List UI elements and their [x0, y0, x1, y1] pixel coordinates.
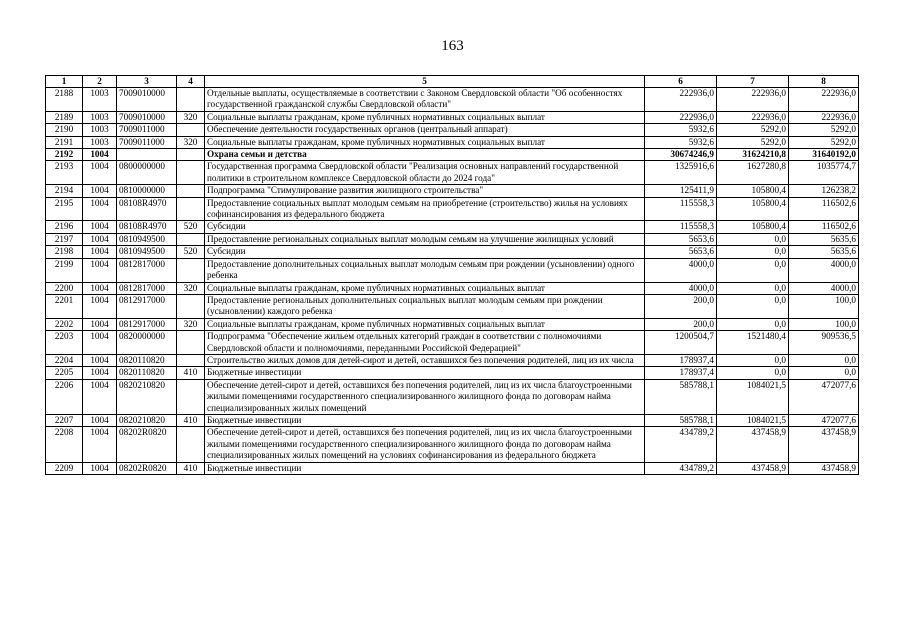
- expense-type-cell: [177, 149, 205, 161]
- target-article-cell: 0810949500: [117, 246, 177, 258]
- amount-2024-cell: 1035774,7: [789, 161, 859, 185]
- target-article-cell: 0820210820: [117, 414, 177, 426]
- target-article-cell: 0820210820: [117, 379, 177, 414]
- amount-2024-cell: 4000,0: [789, 258, 859, 282]
- row-number-cell: 2203: [46, 331, 83, 355]
- amount-2024-cell: 437458,9: [789, 427, 859, 462]
- amount-2024-cell: 222936,0: [789, 88, 859, 112]
- target-article-cell: 08202R0820: [117, 427, 177, 462]
- target-article-cell: 7009010000: [117, 88, 177, 112]
- amount-2024-cell: 472077,6: [789, 379, 859, 414]
- amount-2022-cell: 178937,4: [645, 354, 717, 366]
- target-article-cell: 08108R4970: [117, 197, 177, 221]
- table-row: [46, 185, 859, 197]
- row-number-cell: 2198: [46, 246, 83, 258]
- row-number-cell: 2200: [46, 282, 83, 294]
- description-cell: Бюджетные инвестиции: [205, 367, 645, 379]
- column-header: 7: [717, 76, 789, 88]
- expense-type-cell: 320: [177, 318, 205, 330]
- row-number-cell: 2202: [46, 318, 83, 330]
- amount-2023-cell: 5292,0: [717, 124, 789, 136]
- table-row: [46, 379, 859, 414]
- table-row: [46, 246, 859, 258]
- budget-table: [45, 75, 859, 475]
- section-code-cell: 1004: [83, 258, 117, 282]
- row-number-cell: 2206: [46, 379, 83, 414]
- amount-2024-cell: 5292,0: [789, 124, 859, 136]
- section-code-cell: 1003: [83, 136, 117, 148]
- amount-2022-cell: 5932,6: [645, 124, 717, 136]
- section-code-cell: 1003: [83, 88, 117, 112]
- amount-2022-cell: 115558,3: [645, 221, 717, 233]
- row-number-cell: 2190: [46, 124, 83, 136]
- table-row: [46, 258, 859, 282]
- amount-2024-cell: 437458,9: [789, 462, 859, 474]
- section-code-cell: 1004: [83, 294, 117, 318]
- target-article-cell: 08202R0820: [117, 462, 177, 474]
- expense-type-cell: [177, 294, 205, 318]
- table-row: [46, 149, 859, 161]
- description-cell: Социальные выплаты гражданам, кроме публичных нормативных социальных выплат: [205, 136, 645, 148]
- expense-type-cell: 520: [177, 246, 205, 258]
- target-article-cell: 7009011000: [117, 136, 177, 148]
- amount-2024-cell: 116502,6: [789, 221, 859, 233]
- amount-2023-cell: 222936,0: [717, 88, 789, 112]
- target-article-cell: 0810949500: [117, 233, 177, 245]
- amount-2023-cell: 5292,0: [717, 136, 789, 148]
- amount-2024-cell: 0,0: [789, 354, 859, 366]
- target-article-cell: 0820000000: [117, 331, 177, 355]
- column-header: 4: [177, 76, 205, 88]
- amount-2022-cell: 5932,6: [645, 136, 717, 148]
- amount-2022-cell: 222936,0: [645, 88, 717, 112]
- table-row: [46, 282, 859, 294]
- section-code-cell: 1004: [83, 161, 117, 185]
- amount-2023-cell: 1521480,4: [717, 331, 789, 355]
- description-cell: Предоставление социальных выплат молодым семьям на приобретение (строительство) жилья на условиях софинансирования из федерального бюджета: [205, 197, 645, 221]
- amount-2023-cell: 0,0: [717, 318, 789, 330]
- amount-2022-cell: 200,0: [645, 294, 717, 318]
- row-number-cell: 2207: [46, 414, 83, 426]
- section-code-cell: 1004: [83, 185, 117, 197]
- expense-type-cell: 320: [177, 111, 205, 123]
- amount-2022-cell: 5653,6: [645, 233, 717, 245]
- description-cell: Бюджетные инвестиции: [205, 414, 645, 426]
- expense-type-cell: [177, 197, 205, 221]
- amount-2022-cell: 200,0: [645, 318, 717, 330]
- expense-type-cell: 320: [177, 136, 205, 148]
- section-code-cell: 1004: [83, 354, 117, 366]
- amount-2023-cell: 0,0: [717, 282, 789, 294]
- table-row: [46, 462, 859, 474]
- amount-2023-cell: 0,0: [717, 367, 789, 379]
- amount-2022-cell: 5653,6: [645, 246, 717, 258]
- table-row: [46, 354, 859, 366]
- row-number-cell: 2204: [46, 354, 83, 366]
- expense-type-cell: 520: [177, 221, 205, 233]
- target-article-cell: 0812917000: [117, 318, 177, 330]
- target-article-cell: 7009010000: [117, 111, 177, 123]
- row-number-cell: 2205: [46, 367, 83, 379]
- amount-2023-cell: 222936,0: [717, 111, 789, 123]
- description-cell: Социальные выплаты гражданам, кроме публичных нормативных социальных выплат: [205, 318, 645, 330]
- amount-2024-cell: 0,0: [789, 367, 859, 379]
- amount-2024-cell: 126238,2: [789, 185, 859, 197]
- column-header: 1: [46, 76, 83, 88]
- description-cell: Предоставление региональных социальных выплат молодым семьям на улучшение жилищных условий: [205, 233, 645, 245]
- table-row: [46, 331, 859, 355]
- target-article-cell: [117, 149, 177, 161]
- expense-type-cell: [177, 88, 205, 112]
- amount-2022-cell: 30674246,9: [645, 149, 717, 161]
- section-code-cell: 1004: [83, 318, 117, 330]
- section-code-cell: 1004: [83, 282, 117, 294]
- table-row: [46, 161, 859, 185]
- amount-2024-cell: 222936,0: [789, 111, 859, 123]
- amount-2023-cell: 0,0: [717, 233, 789, 245]
- amount-2023-cell: 437458,9: [717, 427, 789, 462]
- description-cell: Субсидии: [205, 221, 645, 233]
- row-number-cell: 2209: [46, 462, 83, 474]
- amount-2022-cell: 125411,9: [645, 185, 717, 197]
- expense-type-cell: [177, 124, 205, 136]
- section-code-cell: 1004: [83, 379, 117, 414]
- amount-2024-cell: 472077,6: [789, 414, 859, 426]
- column-header: 6: [645, 76, 717, 88]
- amount-2022-cell: 4000,0: [645, 282, 717, 294]
- section-code-cell: 1004: [83, 149, 117, 161]
- amount-2022-cell: 1325916,6: [645, 161, 717, 185]
- expense-type-cell: 410: [177, 462, 205, 474]
- amount-2024-cell: 100,0: [789, 294, 859, 318]
- table-row: [46, 221, 859, 233]
- table-row: [46, 427, 859, 462]
- row-number-cell: 2196: [46, 221, 83, 233]
- section-code-cell: 1004: [83, 331, 117, 355]
- table-header-row: [46, 76, 859, 88]
- amount-2023-cell: 105800,4: [717, 185, 789, 197]
- amount-2022-cell: 178937,4: [645, 367, 717, 379]
- amount-2023-cell: 105800,4: [717, 197, 789, 221]
- amount-2023-cell: 1084021,5: [717, 379, 789, 414]
- description-cell: Обеспечение детей-сирот и детей, оставшихся без попечения родителей, лиц из их числа благоустроенными жилыми помещениями государственного специализированного жилищного фонда по договорам найма специализированных жилых помещений на условиях софинансирования из федерального бюджета: [205, 427, 645, 462]
- amount-2022-cell: 1200504,7: [645, 331, 717, 355]
- amount-2024-cell: 31640192,0: [789, 149, 859, 161]
- expense-type-cell: [177, 161, 205, 185]
- row-number-cell: 2199: [46, 258, 83, 282]
- amount-2024-cell: 116502,6: [789, 197, 859, 221]
- target-article-cell: 0810000000: [117, 185, 177, 197]
- section-code-cell: 1004: [83, 197, 117, 221]
- table-row: [46, 88, 859, 112]
- table-body: [46, 88, 859, 475]
- target-article-cell: 0800000000: [117, 161, 177, 185]
- section-code-cell: 1004: [83, 367, 117, 379]
- amount-2023-cell: 0,0: [717, 258, 789, 282]
- description-cell: Строительство жилых домов для детей-сирот и детей, оставшихся без попечения родителей, лиц из их числа: [205, 354, 645, 366]
- expense-type-cell: [177, 354, 205, 366]
- table-row: [46, 414, 859, 426]
- section-code-cell: 1004: [83, 233, 117, 245]
- expense-type-cell: [177, 258, 205, 282]
- row-number-cell: 2189: [46, 111, 83, 123]
- target-article-cell: 0812817000: [117, 282, 177, 294]
- description-cell: Предоставление дополнительных социальных выплат молодым семьям при рождении (усыновлении) одного ребенка: [205, 258, 645, 282]
- section-code-cell: 1004: [83, 246, 117, 258]
- amount-2022-cell: 434789,2: [645, 462, 717, 474]
- column-header: 8: [789, 76, 859, 88]
- expense-type-cell: 410: [177, 367, 205, 379]
- row-number-cell: 2192: [46, 149, 83, 161]
- row-number-cell: 2201: [46, 294, 83, 318]
- table-row: [46, 111, 859, 123]
- description-cell: Обеспечение деятельности государственных органов (центральный аппарат): [205, 124, 645, 136]
- target-article-cell: 08108R4970: [117, 221, 177, 233]
- table-row: [46, 233, 859, 245]
- target-article-cell: 0820110820: [117, 354, 177, 366]
- column-header: 5: [205, 76, 645, 88]
- description-cell: Подпрограмма "Стимулирование развития жилищного строительства": [205, 185, 645, 197]
- column-header: 2: [83, 76, 117, 88]
- description-cell: Бюджетные инвестиции: [205, 462, 645, 474]
- expense-type-cell: [177, 427, 205, 462]
- amount-2023-cell: 1084021,5: [717, 414, 789, 426]
- row-number-cell: 2208: [46, 427, 83, 462]
- amount-2023-cell: 437458,9: [717, 462, 789, 474]
- amount-2023-cell: 0,0: [717, 294, 789, 318]
- amount-2024-cell: 5292,0: [789, 136, 859, 148]
- description-cell: Государственная программа Свердловской области "Реализация основных направлений государственной политики в строительном комплексе Свердловской области до 2024 года": [205, 161, 645, 185]
- page-number: 163: [441, 38, 464, 54]
- row-number-cell: 2193: [46, 161, 83, 185]
- target-article-cell: 0812817000: [117, 258, 177, 282]
- expense-type-cell: [177, 331, 205, 355]
- column-header: 3: [117, 76, 177, 88]
- amount-2022-cell: 222936,0: [645, 111, 717, 123]
- row-number-cell: 2197: [46, 233, 83, 245]
- row-number-cell: 2188: [46, 88, 83, 112]
- table-row: [46, 197, 859, 221]
- amount-2024-cell: 5635,6: [789, 233, 859, 245]
- description-cell: Предоставление региональных дополнительных социальных выплат молодым семьям при рождении (усыновлении) каждого ребенка: [205, 294, 645, 318]
- expense-type-cell: [177, 185, 205, 197]
- amount-2022-cell: 434789,2: [645, 427, 717, 462]
- description-cell: Социальные выплаты гражданам, кроме публичных нормативных социальных выплат: [205, 282, 645, 294]
- expense-type-cell: [177, 233, 205, 245]
- amount-2024-cell: 909536,5: [789, 331, 859, 355]
- description-cell: Социальные выплаты гражданам, кроме публичных нормативных социальных выплат: [205, 111, 645, 123]
- amount-2023-cell: 1627280,8: [717, 161, 789, 185]
- amount-2023-cell: 0,0: [717, 246, 789, 258]
- table-row: [46, 318, 859, 330]
- expense-type-cell: 320: [177, 282, 205, 294]
- section-code-cell: 1003: [83, 111, 117, 123]
- table-row: [46, 136, 859, 148]
- description-cell: Охрана семьи и детства: [205, 149, 645, 161]
- target-article-cell: 0812917000: [117, 294, 177, 318]
- row-number-cell: 2195: [46, 197, 83, 221]
- section-code-cell: 1004: [83, 414, 117, 426]
- expense-type-cell: [177, 379, 205, 414]
- description-cell: Субсидии: [205, 246, 645, 258]
- description-cell: Подпрограмма "Обеспечение жильем отдельных категорий граждан в соответствии с полномочиями Свердловской области и полномочиями, переданными Российской Федерацией": [205, 331, 645, 355]
- amount-2022-cell: 4000,0: [645, 258, 717, 282]
- amount-2023-cell: 105800,4: [717, 221, 789, 233]
- amount-2022-cell: 115558,3: [645, 197, 717, 221]
- amount-2024-cell: 5635,6: [789, 246, 859, 258]
- section-code-cell: 1004: [83, 462, 117, 474]
- table-row: [46, 124, 859, 136]
- amount-2023-cell: 0,0: [717, 354, 789, 366]
- table-row: [46, 294, 859, 318]
- section-code-cell: 1003: [83, 124, 117, 136]
- table-row: [46, 367, 859, 379]
- amount-2023-cell: 31624210,8: [717, 149, 789, 161]
- description-cell: Обеспечение детей-сирот и детей, оставшихся без попечения родителей, лиц из их числа благоустроенными жилыми помещениями государственного специализированного жилищного фонда по договорам найма специализированных жилых помещений: [205, 379, 645, 414]
- amount-2024-cell: 100,0: [789, 318, 859, 330]
- section-code-cell: 1004: [83, 221, 117, 233]
- amount-2022-cell: 585788,1: [645, 379, 717, 414]
- amount-2022-cell: 585788,1: [645, 414, 717, 426]
- amount-2024-cell: 4000,0: [789, 282, 859, 294]
- row-number-cell: 2194: [46, 185, 83, 197]
- target-article-cell: 0820110820: [117, 367, 177, 379]
- row-number-cell: 2191: [46, 136, 83, 148]
- expense-type-cell: 410: [177, 414, 205, 426]
- description-cell: Отдельные выплаты, осуществляемые в соответствии с Законом Свердловской области "Об особенностях государственной гражданской службы Свердловской области": [205, 88, 645, 112]
- target-article-cell: 7009011000: [117, 124, 177, 136]
- section-code-cell: 1004: [83, 427, 117, 462]
